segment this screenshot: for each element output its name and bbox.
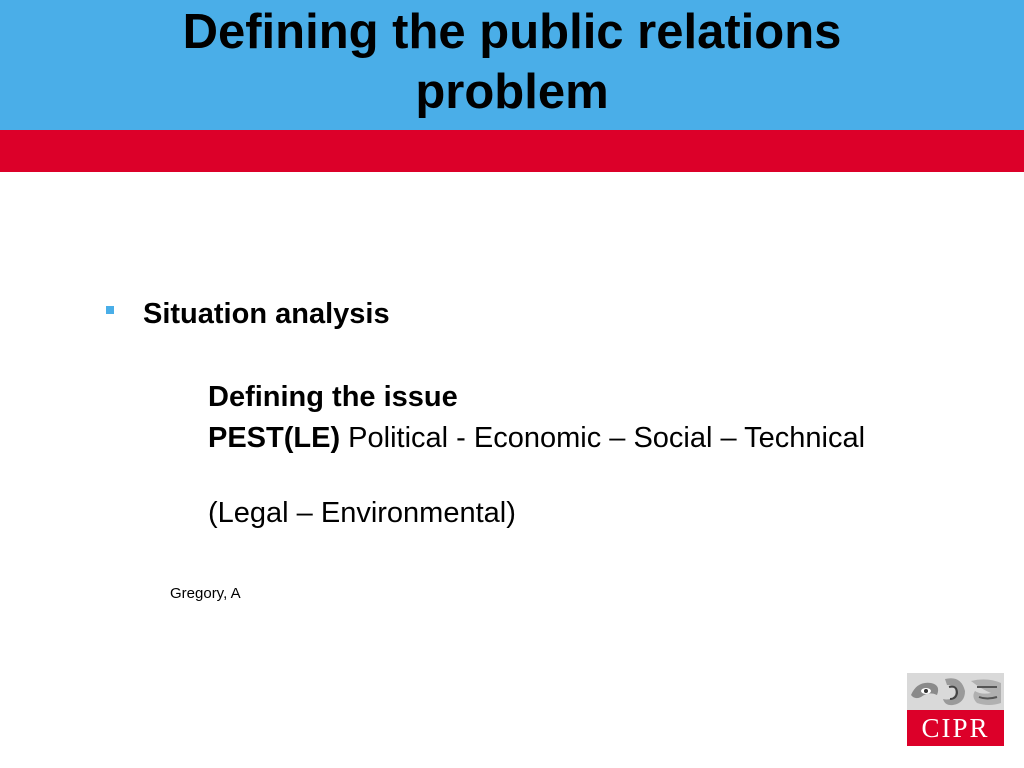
bullet-text: Situation analysis bbox=[143, 298, 390, 330]
cipr-logo-text: CIPR bbox=[921, 713, 990, 743]
pest-label: PEST(LE) bbox=[208, 422, 341, 454]
cipr-logo bbox=[907, 673, 1004, 746]
legal-environmental-line: (Legal – Environmental) bbox=[208, 497, 516, 529]
pest-text: Political - Economic – Social – Technical bbox=[340, 422, 866, 454]
slide-title bbox=[0, 0, 1024, 122]
slide-title-line-2: problem bbox=[415, 65, 609, 119]
defining-issue-line: Defining the issue bbox=[208, 381, 458, 413]
slide-title-line-1: Defining the public relations bbox=[182, 5, 842, 59]
bullet-situation-analysis bbox=[106, 296, 390, 332]
cipr-logo-text-box bbox=[907, 710, 1004, 746]
source-credit: Gregory, A bbox=[170, 585, 241, 602]
square-bullet-icon bbox=[106, 306, 114, 314]
accent-band bbox=[0, 130, 1024, 172]
cipr-faces-logo-icon bbox=[907, 673, 1004, 710]
pest-line bbox=[188, 421, 878, 455]
